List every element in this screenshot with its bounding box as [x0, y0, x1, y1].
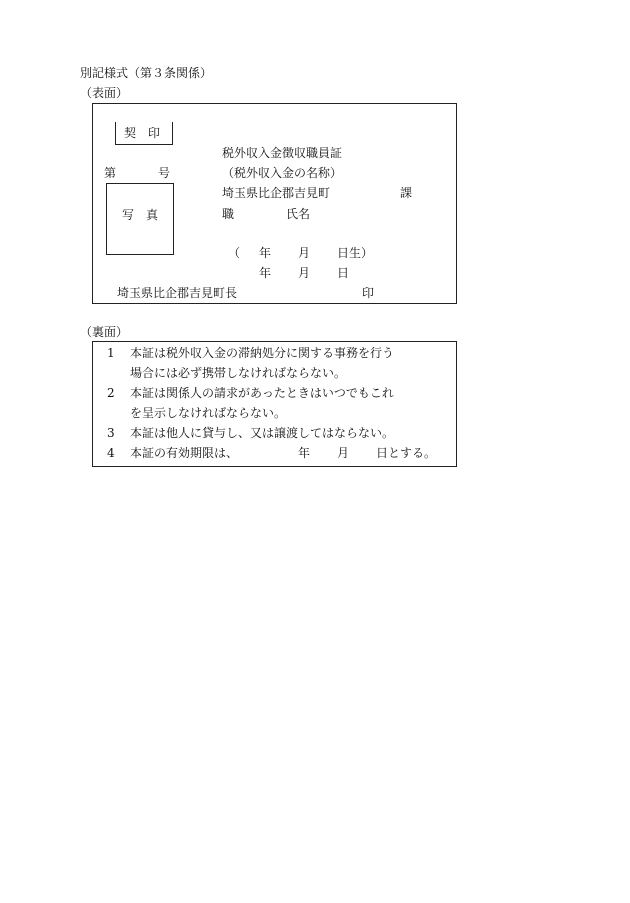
birth-hi: 日生） — [337, 246, 374, 260]
issue-hi: 日 — [337, 266, 350, 280]
form-title: 別記様式（第３条関係） — [80, 66, 213, 80]
number-go: 号 — [158, 166, 171, 180]
back-label: （裏面） — [80, 325, 129, 339]
item-3-line1: 本証は他人に貸与し、又は譲渡してはならない。 — [130, 426, 395, 440]
birth-tsuki: 月 — [298, 246, 311, 260]
issue-nen: 年 — [259, 266, 272, 280]
birth-nen: 年 — [259, 246, 272, 260]
item-2-line2: を呈示しなければならない。 — [130, 406, 287, 420]
seal: 印 — [362, 286, 375, 300]
ka-label: 課 — [400, 186, 413, 200]
shoku-label: 職 — [222, 207, 235, 221]
kaiin-label: 契 印 — [124, 126, 161, 140]
number-dai: 第 — [104, 166, 117, 180]
item-1-line2: 場合には必ず携帯しなければならない。 — [130, 366, 347, 380]
birth-open: （ — [228, 246, 241, 260]
card-title: 税外収入金徴収職員証 — [222, 146, 343, 160]
item-3-num: 3 — [107, 426, 115, 440]
item-4-tsuki: 月 — [337, 446, 350, 460]
card-subtitle: （税外収入金の名称） — [222, 166, 343, 180]
shimei-label: 氏名 — [286, 207, 311, 221]
issue-tsuki: 月 — [298, 266, 311, 280]
front-label: （表面） — [80, 86, 129, 100]
item-2-num: 2 — [107, 386, 115, 400]
photo-label: 写 真 — [122, 208, 159, 222]
affiliation: 埼玉県比企郡吉見町 — [222, 186, 331, 200]
item-1-line1: 本証は税外収入金の滞納処分に関する事務を行う — [130, 346, 395, 360]
item-4-num: 4 — [107, 446, 115, 460]
item-4-line1: 本証の有効期限は、 — [130, 446, 239, 460]
item-1-num: 1 — [107, 346, 115, 360]
issuer: 埼玉県比企郡吉見町長 — [117, 286, 238, 300]
item-4-hi: 日とする。 — [376, 446, 437, 460]
item-2-line1: 本証は関係人の請求があったときはいつでもこれ — [130, 386, 394, 400]
item-4-nen: 年 — [298, 446, 311, 460]
